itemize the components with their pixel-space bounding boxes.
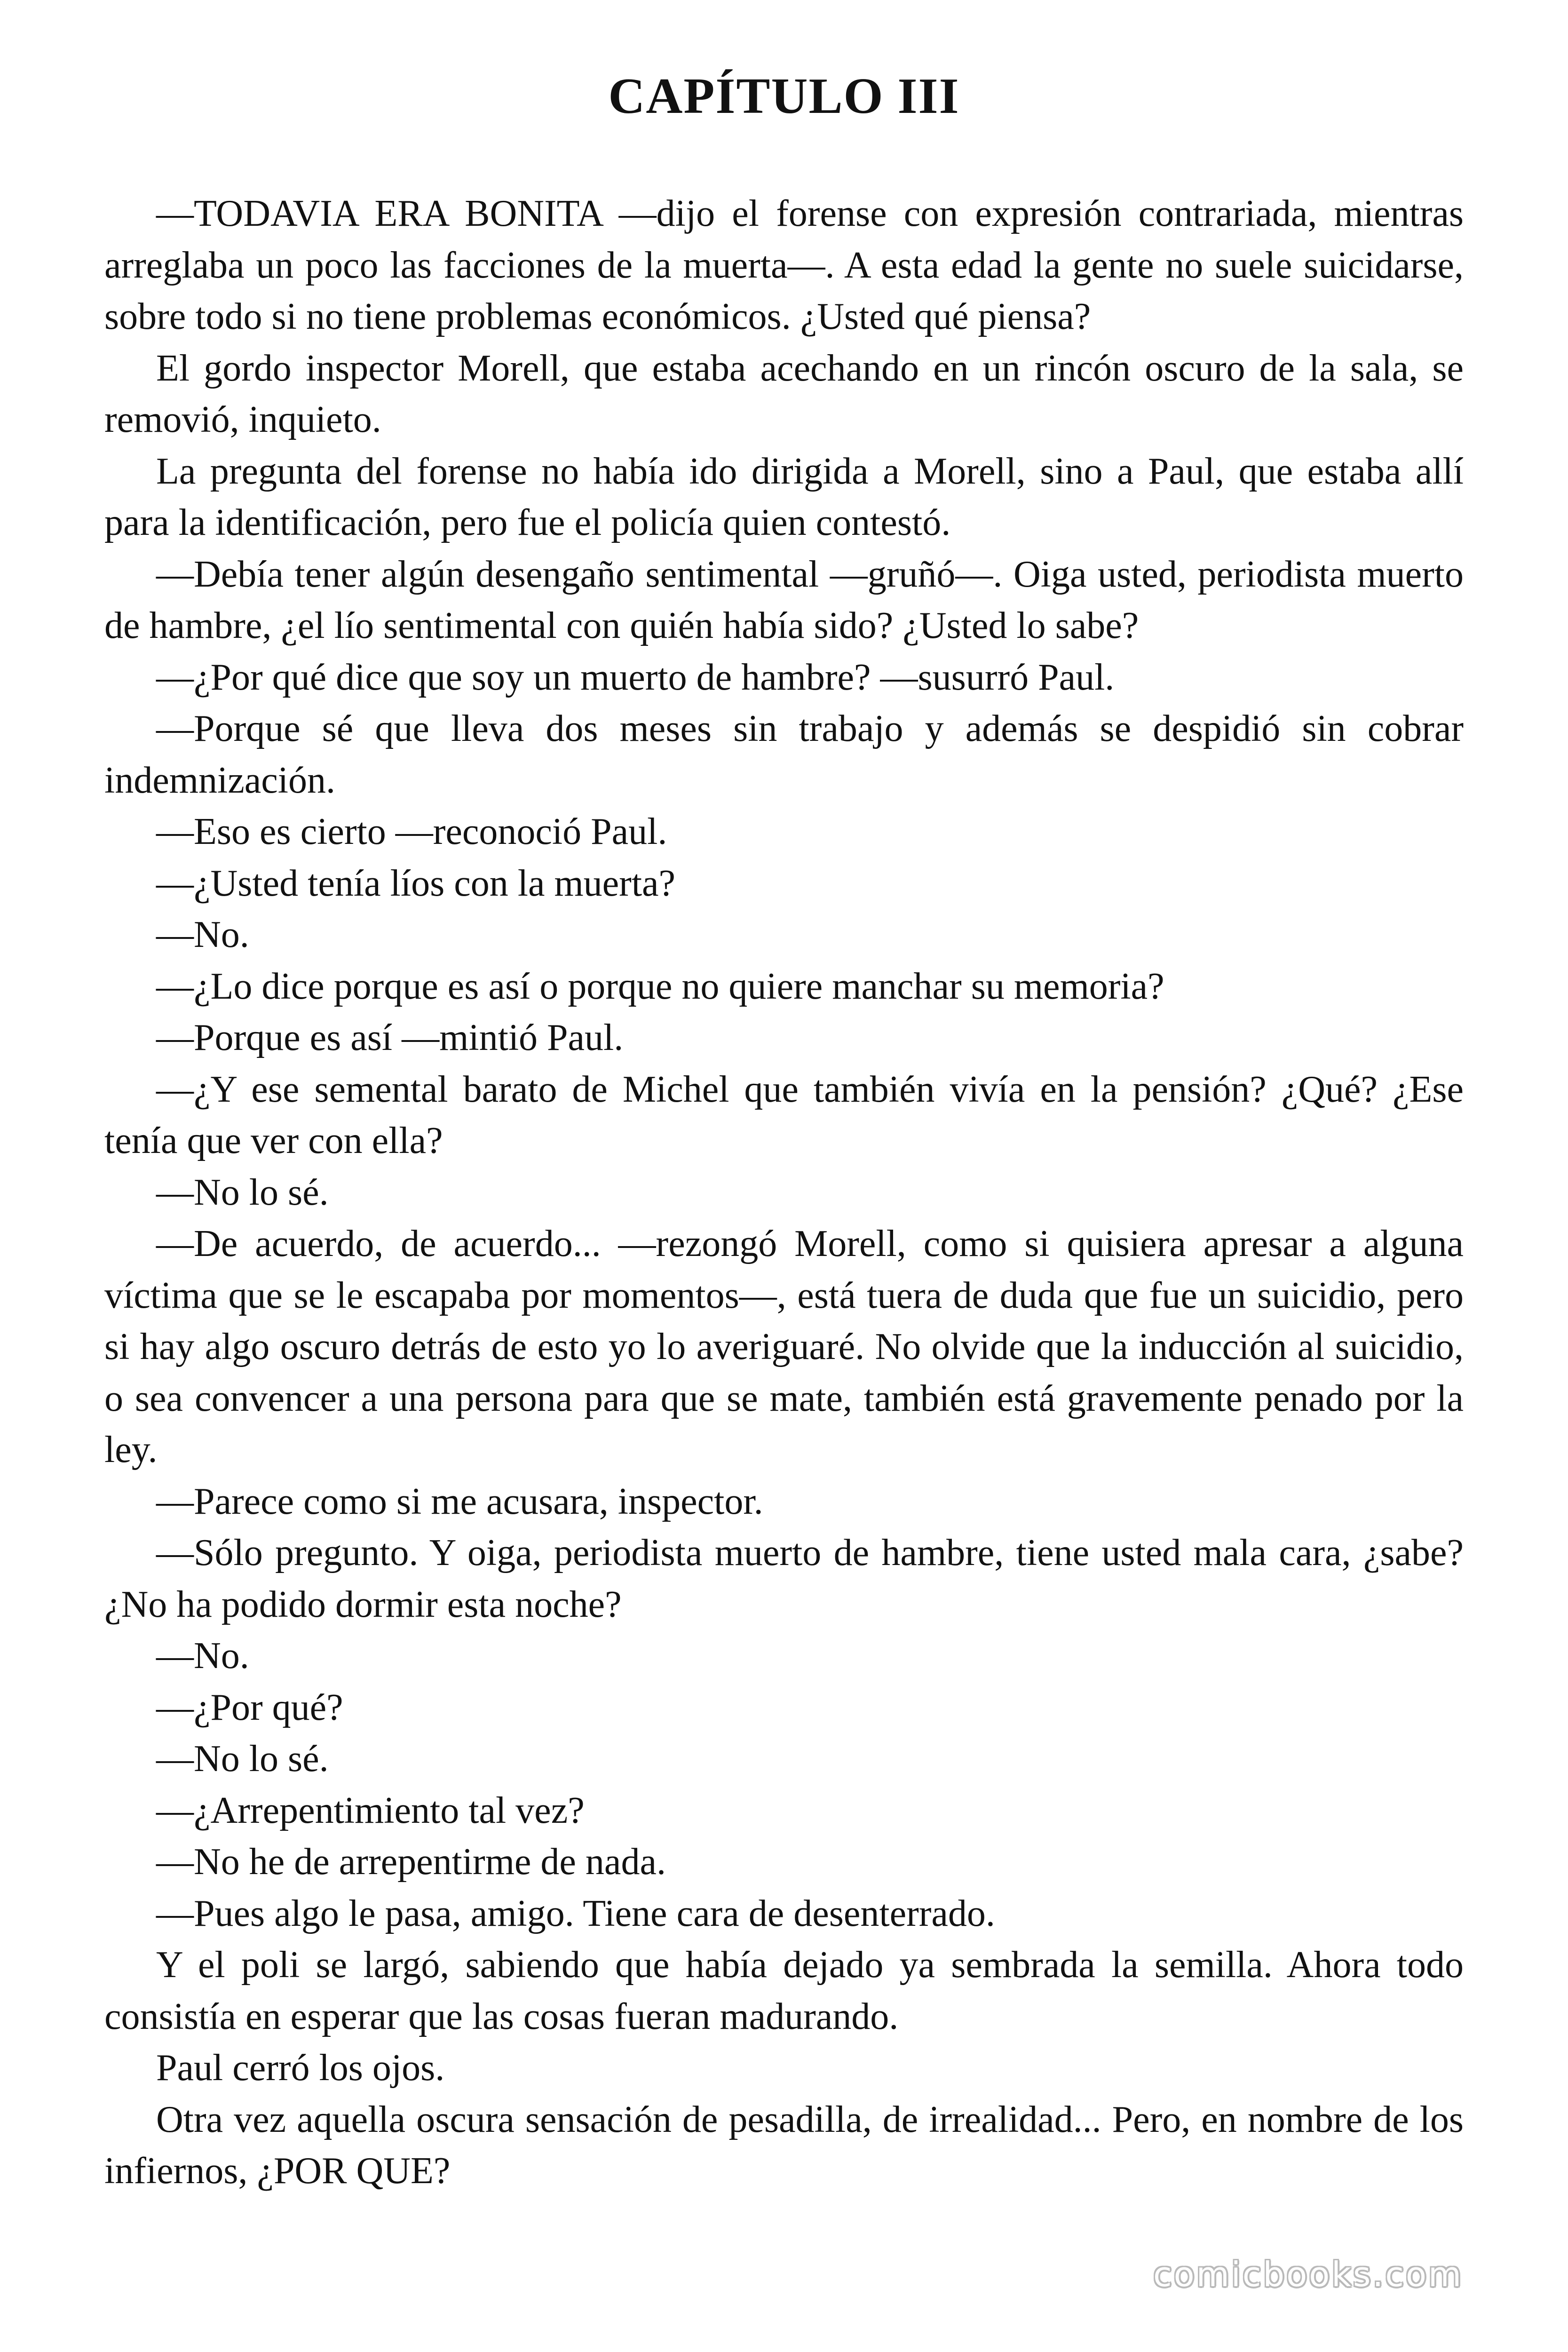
paragraph: —No he de arrepentirme de nada. [156,1841,666,1883]
paragraph: —No. [156,914,249,955]
paragraph: Y el poli se largó, sabiendo que había dejado ya sembrada la semilla. Ahora todo consistía en esperar que las cosas fueran madurando. [104,1944,1464,2037]
paragraph: —TODAVIA ERA BONITA —dijo el forense con expresión contrariada, mientras arreglaba un poco las facciones de la muerta—. A esta edad la gente no suele suicidarse, sobre todo si no tiene problemas económicos. ¿Usted qué piensa? [104,193,1464,337]
paragraph: —Pues algo le pasa, amigo. Tiene cara de desenterrado. [156,1892,995,1934]
paragraph: —¿Lo dice porque es así o porque no quiere manchar su memoria? [156,965,1164,1007]
paragraph: —Eso es cierto —reconoció Paul. [156,811,667,852]
chapter-body [104,188,1464,2197]
watermark: comicbooks.com [1153,2255,1464,2294]
paragraph: El gordo inspector Morell, que estaba acechando en un rincón oscuro de la sala, se removió, inquieto. [104,347,1464,440]
paragraph: —Porque sé que lleva dos meses sin trabajo y además se despidió sin cobrar indemnización. [104,708,1464,801]
paragraph: —Parece como si me acusara, inspector. [156,1480,763,1522]
paragraph: Otra vez aquella oscura sensación de pesadilla, de irrealidad... Pero, en nombre de los infiernos, ¿POR QUE? [104,2098,1464,2192]
paragraph: —¿Usted tenía líos con la muerta? [156,862,676,904]
paragraph: —¿Arrepentimiento tal vez? [156,1789,585,1831]
paragraph: —Sólo pregunto. Y oiga, periodista muerto de hambre, tiene usted mala cara, ¿sabe? ¿No ha podido dormir esta noche? [104,1532,1464,1625]
paragraph: —¿Por qué dice que soy un muerto de hambre? —susurró Paul. [156,656,1115,698]
chapter-title: CAPÍTULO III [608,68,960,124]
paragraph: —No lo sé. [156,1171,329,1213]
paragraph: —¿Por qué? [156,1686,343,1728]
paragraph: —De acuerdo, de acuerdo... —rezongó Morell, como si quisiera apresar a alguna víctima que se le escapaba por momentos—, está tuera de duda que fue un suicidio, pero si hay algo oscuro detrás de esto yo lo averiguaré. No olvide que la inducción al suicidio, o sea convencer a una persona para que se mate, también está gravemente penado por la ley. [104,1223,1464,1470]
paragraph: —Porque es así —mintió Paul. [156,1017,624,1058]
paragraph: —No lo sé. [156,1738,329,1780]
paragraph: —Debía tener algún desengaño sentimental —gruñó—. Oiga usted, periodista muerto de hambre, ¿el lío sentimental con quién había sido? ¿Usted lo sabe? [104,553,1464,646]
paragraph: —¿Y ese semental barato de Michel que también vivía en la pensión? ¿Qué? ¿Ese tenía que ver con ella? [104,1068,1464,1161]
paragraph: —No. [156,1635,249,1677]
paragraph: Paul cerró los ojos. [156,2047,445,2089]
paragraph: La pregunta del forense no había ido dirigida a Morell, sino a Paul, que estaba allí para la identificación, pero fue el policía quien contestó. [104,450,1464,543]
